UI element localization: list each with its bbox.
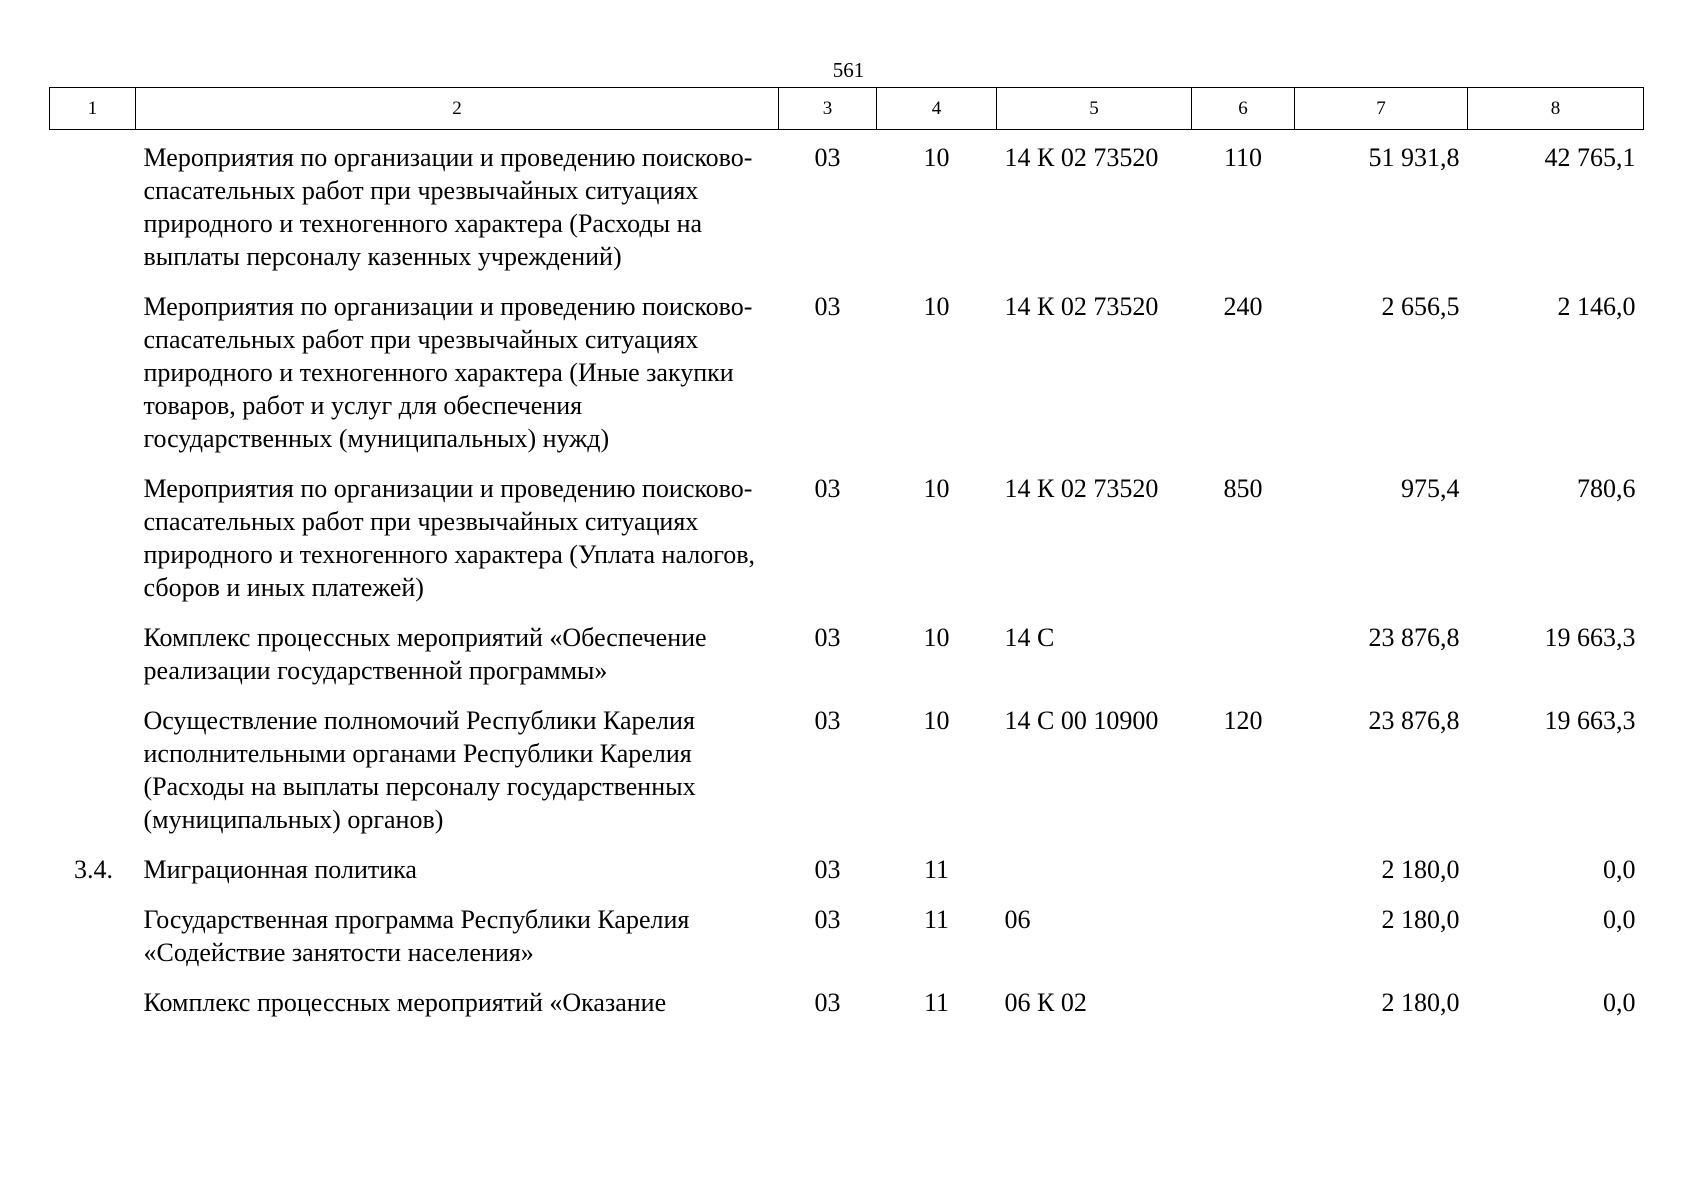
row-sum-2: 0,0 — [1603, 855, 1636, 884]
row-expense-type: 850 — [1223, 474, 1263, 503]
row-subsection: 10 — [923, 292, 950, 321]
row-target-article: 14 С — [1004, 623, 1055, 652]
row-expense-type — [1192, 610, 1295, 693]
row-subsection: 10 — [923, 623, 950, 652]
row-number — [50, 461, 136, 610]
budget-table — [49, 87, 1644, 1025]
table-row — [50, 130, 1644, 280]
row-sum-2: 0,0 — [1603, 905, 1636, 934]
table-row — [50, 461, 1644, 610]
header-col-3: 3 — [779, 88, 877, 130]
row-sum-1: 2 180,0 — [1381, 905, 1460, 934]
header-row — [50, 88, 1644, 130]
row-section: 03 — [814, 706, 841, 735]
header-col-1: 1 — [50, 88, 136, 130]
table-row — [50, 842, 1644, 892]
row-number — [50, 975, 136, 1025]
row-sum-1: 2 180,0 — [1381, 855, 1460, 884]
row-target-article — [997, 842, 1192, 892]
row-sum-1: 23 876,8 — [1368, 623, 1460, 652]
row-sum-1: 51 931,8 — [1368, 143, 1460, 172]
table-row — [50, 279, 1644, 461]
row-expense-type: 110 — [1223, 143, 1263, 172]
table-row — [50, 610, 1644, 693]
row-section: 03 — [814, 474, 841, 503]
table-row — [50, 693, 1644, 842]
row-sum-2: 42 765,1 — [1544, 143, 1636, 172]
row-number — [50, 130, 136, 280]
row-sum-1: 2 656,5 — [1381, 292, 1460, 321]
row-sum-2: 19 663,3 — [1544, 623, 1636, 652]
row-number — [50, 610, 136, 693]
row-name: Осуществление полномочий Республики Карелия исполнительными органами Республики Карелия (Расходы на выплаты персоналу государственных (муниципальных) органов) — [143, 706, 696, 834]
row-sum-1: 23 876,8 — [1368, 706, 1460, 735]
row-number: 3.4. — [74, 855, 113, 884]
row-expense-type — [1192, 842, 1295, 892]
row-name: Миграционная политика — [143, 855, 417, 884]
row-subsection: 11 — [923, 905, 950, 934]
row-sum-1: 2 180,0 — [1381, 988, 1460, 1017]
row-expense-type: 120 — [1223, 706, 1263, 735]
header-col-5: 5 — [997, 88, 1192, 130]
row-number — [50, 693, 136, 842]
header-col-2: 2 — [136, 88, 779, 130]
row-target-article: 06 К 02 — [1004, 988, 1087, 1017]
row-name: Мероприятия по организации и проведению поисково-спасательных работ при чрезвычайных ситуациях природного и техногенного характера (Уплата налогов, сборов и иных платежей) — [143, 474, 756, 602]
row-target-article: 06 — [1004, 905, 1031, 934]
row-section: 03 — [814, 905, 841, 934]
row-sum-2: 780,6 — [1577, 474, 1636, 503]
row-subsection: 11 — [923, 855, 950, 884]
row-expense-type — [1192, 892, 1295, 975]
row-name: Государственная программа Республики Карелия «Содействие занятости населения» — [143, 905, 690, 967]
row-sum-2: 19 663,3 — [1544, 706, 1636, 735]
row-subsection: 11 — [923, 988, 950, 1017]
row-target-article: 14 К 02 73520 — [1004, 292, 1159, 321]
header-col-7: 7 — [1295, 88, 1468, 130]
row-number — [50, 892, 136, 975]
row-section: 03 — [814, 623, 841, 652]
row-number — [50, 279, 136, 461]
row-target-article: 14 К 02 73520 — [1004, 474, 1159, 503]
row-section: 03 — [814, 292, 841, 321]
row-subsection: 10 — [923, 706, 950, 735]
header-col-8: 8 — [1468, 88, 1644, 130]
row-name: Комплекс процессных мероприятий «Обеспечение реализации государственной программы» — [143, 623, 707, 685]
table-row — [50, 892, 1644, 975]
header-col-4: 4 — [877, 88, 997, 130]
row-section: 03 — [814, 988, 841, 1017]
row-section: 03 — [814, 143, 841, 172]
row-name: Комплекс процессных мероприятий «Оказание — [143, 988, 667, 1017]
row-target-article: 14 К 02 73520 — [1004, 143, 1159, 172]
row-sum-1: 975,4 — [1401, 474, 1460, 503]
row-name: Мероприятия по организации и проведению поисково-спасательных работ при чрезвычайных ситуациях природного и техногенного характера (Расходы на выплаты персоналу казенных учреждений) — [143, 143, 753, 271]
table-row — [50, 975, 1644, 1025]
row-expense-type — [1192, 975, 1295, 1025]
row-target-article: 14 С 00 10900 — [1004, 706, 1159, 735]
row-name: Мероприятия по организации и проведению поисково-спасательных работ при чрезвычайных ситуациях природного и техногенного характера (Иные закупки товаров, работ и услуг для обеспечения государственных (муниципальных) нужд) — [143, 292, 753, 453]
row-sum-2: 0,0 — [1603, 988, 1636, 1017]
row-subsection: 10 — [923, 474, 950, 503]
row-section: 03 — [814, 855, 841, 884]
header-col-6: 6 — [1192, 88, 1295, 130]
page-number: 561 — [832, 58, 865, 82]
row-sum-2: 2 146,0 — [1557, 292, 1636, 321]
row-subsection: 10 — [923, 143, 950, 172]
row-expense-type: 240 — [1223, 292, 1263, 321]
